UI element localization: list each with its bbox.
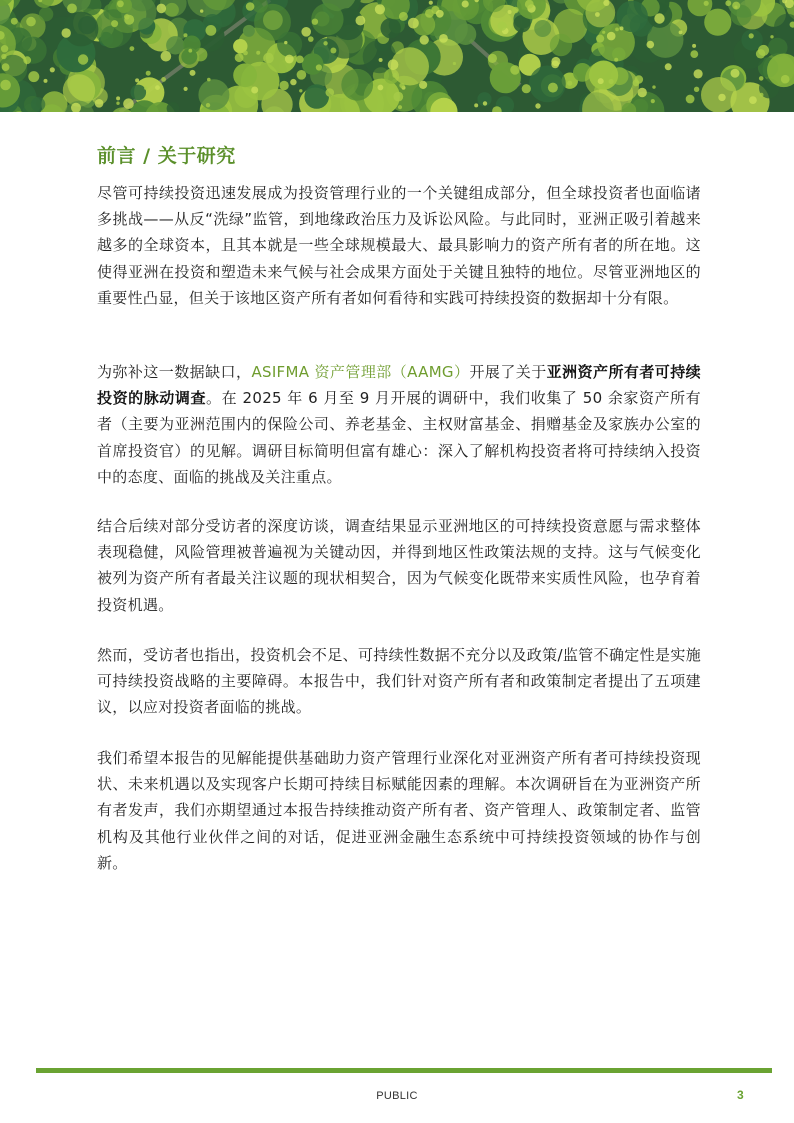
tree-highlight: [419, 81, 427, 89]
tree-highlight: [654, 13, 664, 23]
tree-highlight: [510, 65, 520, 75]
tree-crown: [64, 12, 99, 47]
tree-highlight: [704, 1, 709, 6]
tree-highlight: [770, 35, 773, 38]
tree-highlight: [535, 103, 540, 108]
tree-highlight: [28, 71, 39, 82]
tree-crown: [589, 61, 618, 90]
tree-highlight: [756, 49, 765, 58]
tree-highlight: [2, 63, 10, 71]
tree-highlight: [290, 79, 296, 85]
tree-highlight: [759, 76, 764, 81]
org-name: ASIFMA 资产管理部（AAMG）: [251, 363, 470, 381]
tree-highlight: [67, 3, 77, 13]
tree-highlight: [155, 85, 160, 90]
tree-highlight: [525, 0, 534, 9]
tree-highlight: [760, 93, 764, 97]
tree-highlight: [439, 34, 448, 43]
tree-highlight: [301, 27, 311, 37]
tree-crown: [455, 23, 477, 45]
tree-highlight: [474, 103, 478, 107]
tree-highlight: [607, 32, 616, 41]
paragraph-findings: 结合后续对部分受访者的深度访谈，调查结果显示亚洲地区的可持续投资意愿与需求整体表现稳健，风险管理被普遍视为关键动因，并得到地区性政策法规的支持。这与气候变化被列为资产所有者最关注议题的现状相契合，因为气候变化既带来实质性风险，也孕育着投资机遇。: [97, 517, 701, 614]
tree-highlight: [548, 83, 558, 93]
tree-highlight: [296, 56, 304, 64]
tree-highlight: [284, 41, 287, 44]
tree-highlight: [206, 103, 210, 107]
tree-crown: [131, 85, 147, 101]
tree-highlight: [781, 75, 790, 84]
tree-highlight: [123, 98, 134, 109]
tree-crown: [233, 63, 257, 87]
tree-highlight: [61, 28, 70, 37]
tree-highlight: [188, 49, 192, 53]
paragraph-barriers: 然而，受访者也指出，投资机会不足、可持续性数据不充分以及政策/监管不确定性是实施可持续投资战略的主要障碍。本报告中，我们针对资产所有者和政策制定者提出了五项建议，以应对投资者面临的挑战。: [97, 646, 701, 717]
tree-highlight: [551, 57, 560, 66]
tree-crown: [31, 97, 45, 111]
tree-highlight: [308, 36, 314, 42]
tree-crown: [277, 32, 302, 57]
footer-classification: PUBLIC: [376, 1090, 418, 1102]
paragraph-survey: [97, 359, 701, 490]
paragraph-survey-lead: 为弥补这一数据缺口，: [97, 363, 252, 381]
tree-highlight: [157, 4, 167, 14]
tree-highlight: [44, 79, 48, 83]
tree-highlight: [614, 58, 618, 62]
tree-highlight: [392, 73, 397, 78]
paragraph-survey-rest: 。在 2025 年 6 月至 9 月开展的调研中，我们收集了 50 余家资产所有者（主要为亚洲范围内的保险公司、养老基金、主权财富基金、捐赠基金及家族办公室的首席投资官）的见解。调研目标简明但富有雄心：深入了解机构投资者将可持续纳入投资中的态度、面临的挑战及关注重点。: [97, 389, 701, 486]
tree-crown: [198, 79, 229, 110]
tree-highlight: [595, 12, 600, 17]
tree-highlight: [78, 54, 88, 64]
tree-highlight: [602, 31, 605, 34]
page-number: 3: [737, 1088, 744, 1102]
tree-highlight: [647, 41, 655, 49]
tree-highlight: [312, 19, 318, 25]
tree-highlight: [638, 88, 647, 97]
tree-highlight: [184, 33, 188, 37]
tree-crown: [304, 84, 329, 109]
tree-highlight: [11, 18, 18, 25]
tree-highlight: [665, 63, 672, 70]
tree-highlight: [615, 28, 619, 32]
tree-highlight: [263, 53, 274, 64]
tree-crown: [243, 25, 255, 37]
section-title: [97, 143, 236, 169]
tree-highlight: [725, 0, 731, 6]
tree-highlight: [718, 94, 725, 101]
tree-highlight: [130, 46, 135, 51]
tree-highlight: [1, 54, 6, 59]
tree-crown: [165, 3, 179, 17]
tree-highlight: [184, 87, 188, 91]
tree-highlight: [652, 85, 655, 88]
header-forest-image: [0, 0, 794, 112]
tree-highlight: [111, 20, 118, 27]
tree-highlight: [694, 69, 703, 78]
tree-highlight: [375, 4, 385, 14]
tree-crown: [166, 36, 184, 54]
tree-highlight: [116, 102, 119, 105]
tree-highlight: [633, 80, 640, 87]
tree-highlight: [488, 54, 497, 63]
tree-highlight: [23, 56, 31, 64]
tree-highlight: [378, 85, 384, 91]
tree-highlight: [429, 1, 433, 5]
tree-highlight: [330, 48, 336, 54]
tree-crown: [704, 9, 731, 36]
tree-highlight: [651, 99, 655, 103]
paragraph-intro: 尽管可持续投资迅速发展成为投资管理行业的一个关键组成部分，但全球投资者也面临诸多挑战——从反“洗绿”监管，到地缘政治压力及诉讼风险。与此同时，亚洲正吸引着越来越多的全球资本，且其本就是一些全球规模最大、最具影响力的资产所有者的所在地。这使得亚洲在投资和塑造未来气候与社会成果方面处于关键且独特的地位。尽管亚洲地区的重要性凸显，但关于该地区资产所有者如何看待和实践可持续投资的数据却十分有限。: [97, 184, 701, 307]
tree-highlight: [603, 0, 609, 6]
tree-highlight: [425, 9, 434, 18]
section-title-sub: 关于研究: [157, 145, 236, 167]
tree-highlight: [200, 9, 203, 12]
tree-highlight: [749, 96, 757, 104]
tree-highlight: [453, 62, 456, 65]
tree-highlight: [483, 101, 487, 105]
tree-highlight: [0, 80, 11, 91]
tree-highlight: [498, 22, 507, 31]
tree-highlight: [436, 10, 444, 18]
tree-crown: [647, 22, 683, 58]
tree-highlight: [146, 71, 151, 76]
tree-highlight: [95, 99, 104, 108]
tree-highlight: [512, 7, 519, 14]
tree-highlight: [161, 51, 172, 62]
tree-crown: [39, 7, 53, 21]
tree-highlight: [26, 17, 36, 27]
tree-crown: [341, 69, 373, 101]
tree-highlight: [609, 79, 614, 84]
tree-highlight: [323, 41, 327, 45]
tree-highlight: [462, 0, 469, 7]
tree-highlight: [356, 16, 366, 26]
tree-highlight: [135, 78, 139, 82]
tree-highlight: [388, 59, 399, 70]
paragraph-survey-mid: 开展了关于: [469, 363, 547, 381]
tree-crown: [302, 53, 324, 75]
tree-highlight: [116, 96, 120, 100]
tree-highlight: [144, 86, 147, 89]
tree-highlight: [243, 51, 248, 56]
tree-highlight: [117, 0, 124, 7]
tree-highlight: [749, 33, 754, 38]
section-title-separator: /: [136, 145, 158, 167]
tree-highlight: [299, 89, 302, 92]
tree-highlight: [679, 31, 683, 35]
tree-highlight: [732, 2, 740, 10]
tree-highlight: [731, 69, 740, 78]
paragraph-outlook: 我们希望本报告的见解能提供基础助力资产管理行业深化对亚洲资产所有者可持续投资现状、未来机遇以及实现客户长期可持续目标赋能因素的理解。本次调研旨在为亚洲资产所有者发声，我们亦期望通过本报告持续推动资产所有者、资产管理人、政策制定者、监管机构及其他行业伙伴之间的对话，促进亚洲金融生态系统中可持续投资领域的协作与创新。: [97, 749, 701, 872]
tree-highlight: [161, 77, 166, 82]
tree-highlight: [598, 78, 604, 84]
tree-highlight: [567, 81, 572, 86]
tree-crown: [701, 77, 737, 112]
tree-highlight: [408, 18, 419, 29]
survey-name: 亚洲资产所有者可持续投资的脉动调查: [97, 363, 701, 408]
tree-highlight: [399, 83, 404, 88]
tree-crown: [381, 18, 401, 38]
tree-highlight: [686, 95, 695, 104]
tree-highlight: [50, 67, 55, 72]
tree-highlight: [297, 70, 307, 80]
tree-highlight: [692, 44, 696, 48]
tree-highlight: [379, 58, 383, 62]
tree-highlight: [235, 53, 244, 62]
tree-highlight: [190, 70, 196, 76]
tree-crown: [550, 34, 572, 56]
tree-highlight: [256, 51, 260, 55]
tree-highlight: [1, 45, 8, 52]
tree-highlight: [596, 35, 604, 43]
tree-highlight: [399, 12, 408, 21]
tree-highlight: [246, 2, 255, 11]
tree-highlight: [398, 105, 402, 109]
tree-highlight: [326, 88, 335, 97]
tree-highlight: [316, 64, 322, 70]
footer-divider: [36, 1068, 772, 1073]
tree-highlight: [207, 78, 211, 82]
tree-crown: [529, 66, 566, 103]
tree-highlight: [279, 81, 288, 90]
section-title-main: 前言: [97, 145, 137, 167]
tree-highlight: [694, 87, 699, 92]
tree-highlight: [285, 55, 294, 64]
tree-highlight: [522, 84, 531, 93]
tree-crown: [534, 20, 551, 37]
tree-highlight: [251, 87, 258, 94]
tree-highlight: [420, 35, 429, 44]
tree-highlight: [690, 50, 698, 58]
tree-highlight: [124, 15, 134, 25]
tree-highlight: [508, 10, 512, 14]
tree-highlight: [206, 25, 217, 36]
tree-highlight: [620, 26, 624, 30]
tree-highlight: [393, 92, 403, 102]
